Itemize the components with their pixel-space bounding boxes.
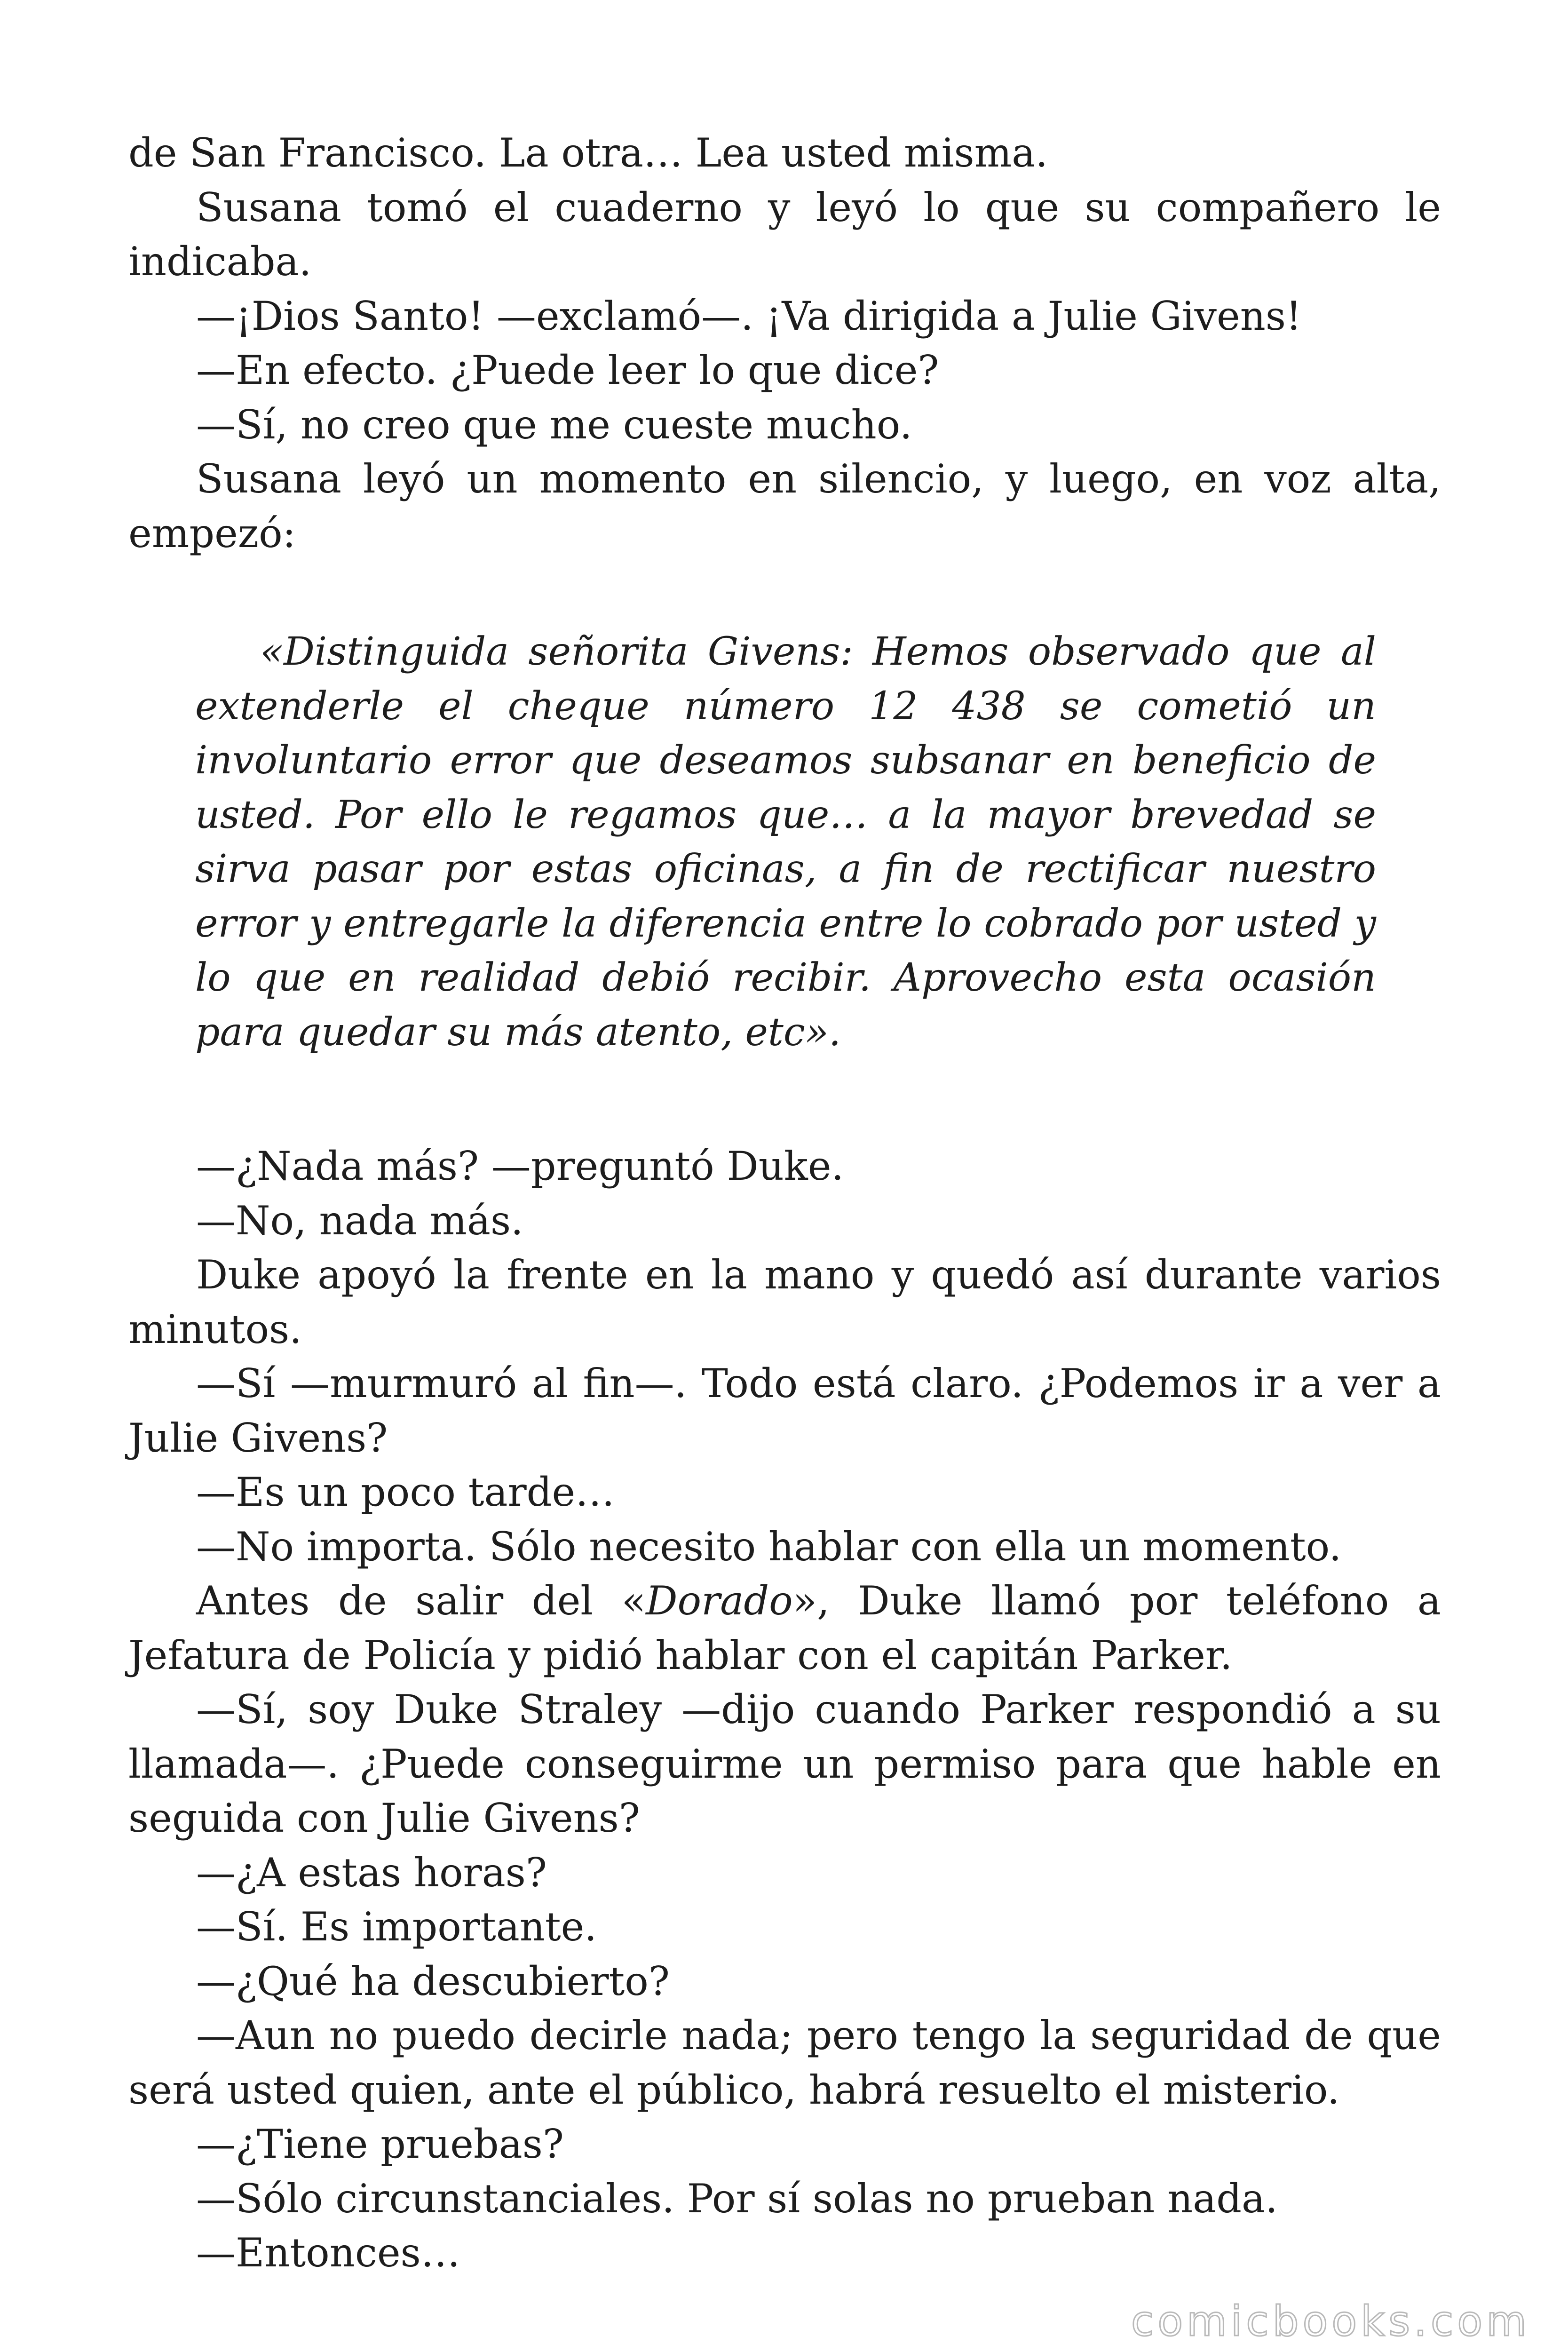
paragraph: —Sí, soy Duke Straley —dijo cuando Parker respondió a su llamada—. ¿Puede conseguirme un permiso para que hable en seguida con Julie Givens? — [128, 1686, 1441, 1841]
paragraph: Susana leyó un momento en silencio, y luego, en voz alta, empezó: — [128, 456, 1441, 556]
dorado-before: Antes de salir del « — [196, 1578, 646, 1624]
paragraph: —Es un poco tarde… — [196, 1469, 615, 1515]
dorado-after: », Duke llamó por teléfono a Jefatura de Policía y pidió hablar con el capitán Parker. — [128, 1578, 1441, 1678]
quoted-letter — [128, 625, 1441, 1059]
watermark: comicbooks.com — [1131, 2297, 1530, 2345]
paragraph: —Aun no puedo decirle nada; pero tengo la seguridad de que será usted quien, ante el público, habrá resuelto el misterio. — [128, 2012, 1441, 2113]
paragraph: —Sí, no creo que me cueste mucho. — [196, 401, 912, 448]
paragraph-dorado — [128, 1574, 1441, 1683]
paragraph: —No importa. Sólo necesito hablar con ella un momento. — [196, 1523, 1342, 1570]
paragraph: de San Francisco. La otra… Lea usted misma. — [128, 130, 1048, 176]
paragraph: —Entonces… — [196, 2230, 460, 2276]
paragraph: —Sí. Es importante. — [196, 1904, 597, 1950]
letter-text: «Distinguida señorita Givens: Hemos observado que al extenderle el cheque número 12 438 se cometió un involuntario error que deseamos subsanar en beneficio de usted. Por ello le regamos que… a la mayor brevedad se sirva pasar por estas oficinas, a fin de rectificar nuestro error y entregarle la diferencia entre lo cobrado por usted y lo que en realidad debió recibir. Aprovecho esta ocasión para quedar su más atento, etc». — [195, 629, 1376, 1055]
paragraph: —Sólo circunstanciales. Por sí solas no prueban nada. — [196, 2175, 1278, 2222]
dorado-italic: Dorado — [646, 1578, 793, 1624]
paragraph: —¿Qué ha descubierto? — [196, 1958, 670, 2004]
paragraph: —¿A estas horas? — [196, 1849, 547, 1896]
body-text-top — [128, 126, 1441, 561]
paragraph: —¡Dios Santo! —exclamó—. ¡Va dirigida a Julie Givens! — [196, 293, 1302, 339]
paragraph: —¿Nada más? —preguntó Duke. — [196, 1143, 844, 1189]
paragraph: —¿Tiene pruebas? — [196, 2121, 564, 2167]
paragraph: —No, nada más. — [196, 1197, 523, 1244]
paragraph: Susana tomó el cuaderno y leyó lo que su compañero le indicaba. — [128, 184, 1441, 285]
paragraph: Duke apoyó la frente en la mano y quedó así durante varios minutos. — [128, 1252, 1441, 1352]
paragraph: —Sí —murmuró al fin—. Todo está claro. ¿Podemos ir a ver a Julie Givens? — [128, 1360, 1441, 1461]
paragraph: —En efecto. ¿Puede leer lo que dice? — [196, 347, 939, 393]
body-text-bottom — [128, 1139, 1441, 2280]
